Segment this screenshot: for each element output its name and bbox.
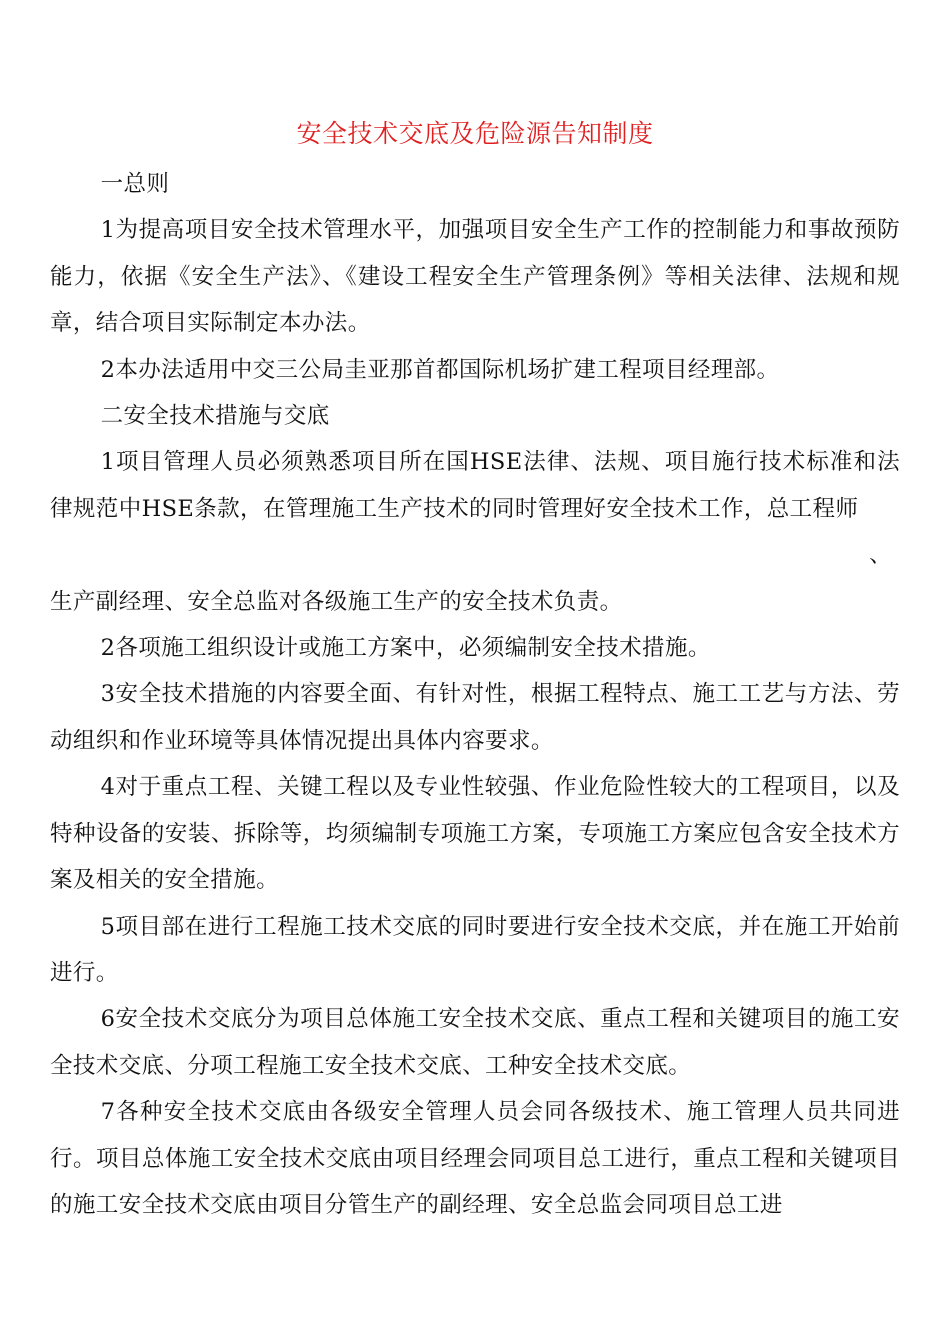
paragraph: 2各项施工组织设计或施工方案中，必须编制安全技术措施。 — [100, 635, 711, 662]
paragraph: 6安全技术交底分为项目总体施工安全技术交底、重点工程和关键项目的施工安全技术交底、分项工程施工安全技术交底、工种安全技术交底。 — [50, 1006, 900, 1079]
section-heading-safety-measures: 二安全技术措施与交底 — [100, 403, 330, 430]
paragraph: 2本办法适用中交三公局圭亚那首都国际机场扩建工程项目经理部。 — [100, 356, 780, 383]
paragraph: 4对于重点工程、关键工程以及专业性较强、作业危险性较大的工程项目，以及特种设备的安装、拆除等，均须编制专项施工方案，专项施工方案应包含安全技术方案及相关的安全措施。 — [50, 774, 900, 894]
paragraph: 7各种安全技术交底由各级安全管理人员会同各级技术、施工管理人员共同进行。项目总体施工安全技术交底由项目经理会同项目总工进行，重点工程和关键项目的施工安全技术交底由项目分管生产的副经理、安全总监会同项目总工进 — [50, 1099, 900, 1218]
document-body — [50, 161, 900, 1228]
paragraph-continuation: 生产副经理、安全总监对各级施工生产的安全技术负责。 — [50, 588, 623, 615]
document-title: 安全技术交底及危险源告知制度 — [296, 119, 654, 148]
paragraph: 5项目部在进行工程施工技术交底的同时要进行安全技术交底，并在施工开始前进行。 — [50, 913, 900, 986]
paragraph: 1为提高项目安全技术管理水平，加强项目安全生产工作的控制能力和事故预防能力，依据《安全生产法》、《建设工程安全生产管理条例》等相关法律、法规和规章，结合项目实际制定本办法。 — [50, 217, 900, 337]
paragraph-fragment: 、 — [869, 542, 892, 569]
section-heading-general: 一总则 — [100, 171, 170, 197]
paragraph: 1项目管理人员必须熟悉项目所在国HSE法律、法规、项目施行技术标准和法律规范中HSE条款，在管理施工生产技术的同时管理好安全技术工作，总工程师 — [50, 449, 900, 522]
paragraph: 3安全技术措施的内容要全面、有针对性，根据工程特点、施工工艺与方法、劳动组织和作业环境等具体情况提出具体内容要求。 — [50, 681, 900, 754]
